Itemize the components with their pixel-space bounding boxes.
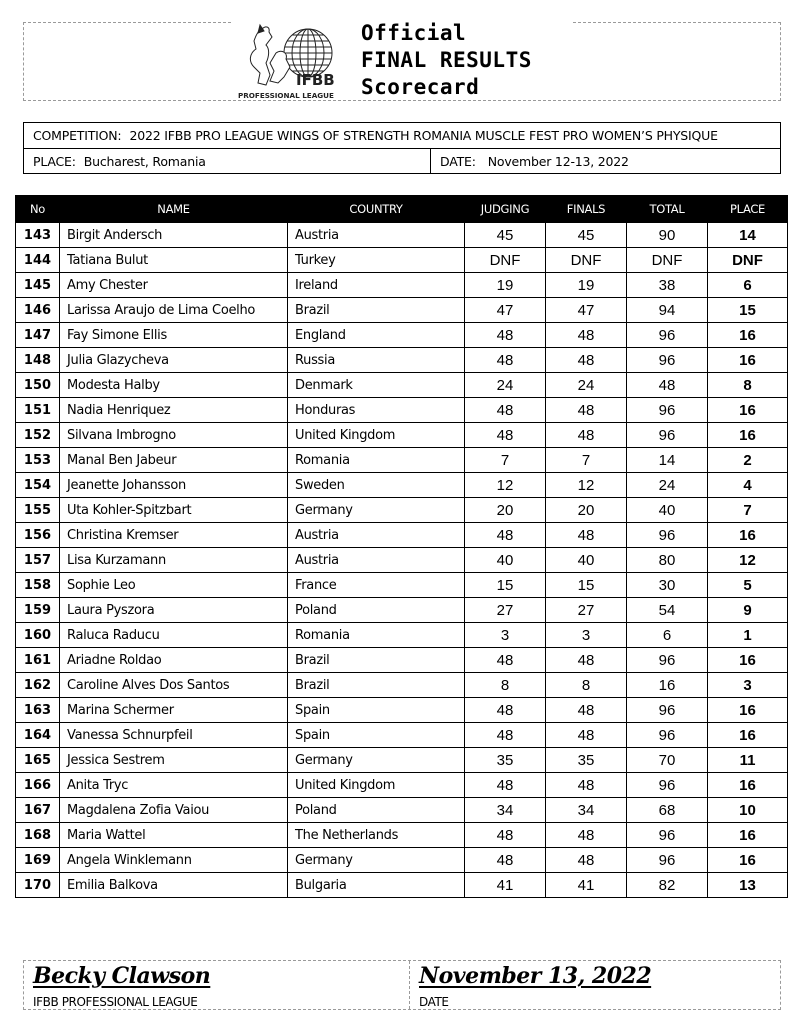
competitor-name: Angela Winklemann [60,848,288,873]
competitor-number: 151 [16,398,60,423]
table-row [16,273,788,298]
finals-score: 8 [546,673,627,698]
competitor-number: 146 [16,298,60,323]
finals-score: 41 [546,873,627,898]
competitor-country: Russia [288,348,465,373]
finals-score: 24 [546,373,627,398]
competitor-name: Tatiana Bulut [60,248,288,273]
signer-organization: IFBB PROFESSIONAL LEAGUE [33,995,198,1009]
finals-score: 48 [546,823,627,848]
column-header-place: PLACE [708,196,788,223]
competitor-number: 164 [16,723,60,748]
total-score: 96 [627,648,708,673]
place-cell [24,149,431,174]
total-score: 96 [627,523,708,548]
table-row [16,423,788,448]
competitor-number: 158 [16,573,60,598]
finals-score: 48 [546,698,627,723]
judging-score: 48 [465,398,546,423]
judging-score: 48 [465,848,546,873]
judging-score: 47 [465,298,546,323]
competitor-name: Larissa Araujo de Lima Coelho [60,298,288,323]
judging-score: 12 [465,473,546,498]
final-place: 13 [708,873,788,898]
competitor-country: Brazil [288,673,465,698]
competitor-number: 148 [16,348,60,373]
judging-score: 48 [465,348,546,373]
competitor-name: Vanessa Schnurpfeil [60,723,288,748]
place-value: Bucharest, Romania [83,154,206,169]
competitor-number: 155 [16,498,60,523]
competitor-name: Marina Schermer [60,698,288,723]
final-place: 16 [708,698,788,723]
total-score: 96 [627,698,708,723]
total-score: 96 [627,823,708,848]
competitor-name: Julia Glazycheva [60,348,288,373]
total-score: 94 [627,298,708,323]
competitor-country: Poland [288,598,465,623]
judging-score: 35 [465,748,546,773]
competitor-number: 163 [16,698,60,723]
final-place: 11 [708,748,788,773]
total-score: 80 [627,548,708,573]
final-place: 5 [708,573,788,598]
competitor-country: Bulgaria [288,873,465,898]
final-place: 16 [708,723,788,748]
column-header-total: TOTAL [627,196,708,223]
competitor-number: 157 [16,548,60,573]
finals-score: 48 [546,723,627,748]
table-row [16,823,788,848]
judging-score: 40 [465,548,546,573]
competitor-country: Ireland [288,273,465,298]
competitor-country: Romania [288,623,465,648]
total-score: 14 [627,448,708,473]
final-place: 16 [708,648,788,673]
finals-score: 48 [546,648,627,673]
judging-score: 48 [465,323,546,348]
competitor-number: 150 [16,373,60,398]
column-header-judging: JUDGING [465,196,546,223]
final-place: 2 [708,448,788,473]
judging-score: 27 [465,598,546,623]
competitor-country: Austria [288,523,465,548]
judging-score: 34 [465,798,546,823]
signed-date-cell [410,961,780,1009]
final-place: 1 [708,623,788,648]
competitor-name: Manal Ben Jabeur [60,448,288,473]
finals-score: 48 [546,348,627,373]
table-row [16,573,788,598]
competitor-number: 160 [16,623,60,648]
table-row [16,598,788,623]
competition-info-box [23,122,781,174]
table-row [16,248,788,273]
final-place: 16 [708,348,788,373]
final-place: 15 [708,298,788,323]
final-place: 12 [708,548,788,573]
table-row [16,673,788,698]
athletes-figure-icon [250,25,290,85]
competitor-country: The Netherlands [288,823,465,848]
competitor-country: Brazil [288,298,465,323]
final-place: 8 [708,373,788,398]
total-score: 54 [627,598,708,623]
competitor-number: 143 [16,223,60,248]
table-row [16,873,788,898]
competition-value: 2022 IFBB PRO LEAGUE WINGS OF STRENGTH ROMANIA MUSCLE FEST PRO WOMEN’S PHYSIQUE [129,128,718,143]
table-row [16,523,788,548]
date-cell [431,149,780,174]
competitor-country: Turkey [288,248,465,273]
finals-score: 35 [546,748,627,773]
competitor-name: Sophie Leo [60,573,288,598]
finals-score: 48 [546,848,627,873]
logo-subtext: PROFESSIONAL LEAGUE [238,91,334,100]
total-score: 96 [627,423,708,448]
judging-score: 3 [465,623,546,648]
total-score: 96 [627,848,708,873]
table-row [16,773,788,798]
judging-score: 41 [465,873,546,898]
total-score: 90 [627,223,708,248]
finals-score: 12 [546,473,627,498]
finals-score: 48 [546,398,627,423]
total-score: 82 [627,873,708,898]
competitor-number: 169 [16,848,60,873]
results-table [15,195,788,898]
competitor-country: Germany [288,748,465,773]
table-row [16,498,788,523]
table-row [16,373,788,398]
table-row [16,648,788,673]
table-row [16,623,788,648]
final-place: 6 [708,273,788,298]
ifbb-logo-graphic [236,23,350,101]
competitor-name: Laura Pyszora [60,598,288,623]
table-row [16,348,788,373]
table-row [16,798,788,823]
competitor-name: Maria Wattel [60,823,288,848]
competitor-name: Magdalena Zofia Vaiou [60,798,288,823]
total-score: 96 [627,348,708,373]
finals-score: 27 [546,598,627,623]
finals-score: 45 [546,223,627,248]
competitor-country: Spain [288,698,465,723]
total-score: 6 [627,623,708,648]
total-score: 96 [627,398,708,423]
date-value: November 12-13, 2022 [487,154,629,169]
judging-score: 24 [465,373,546,398]
finals-score: 34 [546,798,627,823]
total-score: 48 [627,373,708,398]
column-header-name: NAME [60,196,288,223]
competitor-number: 170 [16,873,60,898]
globe-icon [284,29,332,77]
competitor-country: Poland [288,798,465,823]
judging-score: 20 [465,498,546,523]
competitor-number: 162 [16,673,60,698]
final-place: 4 [708,473,788,498]
competitor-number: 167 [16,798,60,823]
competitor-name: Christina Kremser [60,523,288,548]
title-line-final-results: FINAL RESULTS [361,48,532,72]
results-table-body [16,223,788,898]
competitor-number: 168 [16,823,60,848]
competitor-country: Honduras [288,398,465,423]
competitor-name: Emilia Balkova [60,873,288,898]
competitor-name: Modesta Halby [60,373,288,398]
competitor-name: Nadia Henriquez [60,398,288,423]
finals-score: 40 [546,548,627,573]
total-score: DNF [627,248,708,273]
final-place: 7 [708,498,788,523]
competitor-country: Romania [288,448,465,473]
total-score: 40 [627,498,708,523]
total-score: 30 [627,573,708,598]
competitor-number: 145 [16,273,60,298]
finals-score: 48 [546,773,627,798]
total-score: 68 [627,798,708,823]
table-row [16,473,788,498]
competitor-number: 156 [16,523,60,548]
table-row [16,748,788,773]
date-label: DATE: [440,154,476,169]
table-row [16,548,788,573]
competitor-number: 144 [16,248,60,273]
competitor-name: Silvana Imbrogno [60,423,288,448]
total-score: 24 [627,473,708,498]
signed-date: November 13, 2022 [419,963,652,989]
competitor-country: United Kingdom [288,773,465,798]
competitor-name: Anita Tryc [60,773,288,798]
competitor-number: 165 [16,748,60,773]
final-place: 16 [708,323,788,348]
finals-score: 47 [546,298,627,323]
judging-score: 48 [465,648,546,673]
finals-score: 7 [546,448,627,473]
table-row [16,698,788,723]
finals-score: DNF [546,248,627,273]
judging-score: 15 [465,573,546,598]
document-title [361,20,532,101]
judging-score: 19 [465,273,546,298]
judging-score: DNF [465,248,546,273]
total-score: 96 [627,723,708,748]
total-score: 96 [627,323,708,348]
final-place: 16 [708,423,788,448]
competitor-name: Caroline Alves Dos Santos [60,673,288,698]
judging-score: 48 [465,723,546,748]
final-place: DNF [708,248,788,273]
column-header-no: No [16,196,60,223]
judging-score: 8 [465,673,546,698]
total-score: 38 [627,273,708,298]
judging-score: 7 [465,448,546,473]
final-place: 16 [708,523,788,548]
finals-score: 19 [546,273,627,298]
competition-row [24,123,780,149]
competitor-country: Austria [288,548,465,573]
final-place: 16 [708,848,788,873]
total-score: 70 [627,748,708,773]
column-header-finals: FINALS [546,196,627,223]
table-row [16,298,788,323]
judging-score: 48 [465,773,546,798]
total-score: 96 [627,773,708,798]
final-place: 16 [708,398,788,423]
final-place: 10 [708,798,788,823]
signature-box [23,960,781,1010]
table-header-row [16,196,788,223]
final-place: 9 [708,598,788,623]
final-place: 16 [708,773,788,798]
table-row [16,398,788,423]
competitor-name: Lisa Kurzamann [60,548,288,573]
total-score: 16 [627,673,708,698]
judging-score: 45 [465,223,546,248]
table-row [16,848,788,873]
judging-score: 48 [465,423,546,448]
finals-score: 48 [546,523,627,548]
final-place: 3 [708,673,788,698]
column-header-country: COUNTRY [288,196,465,223]
competitor-name: Fay Simone Ellis [60,323,288,348]
final-place: 14 [708,223,788,248]
final-place: 16 [708,823,788,848]
competitor-country: United Kingdom [288,423,465,448]
ifbb-logo [236,23,350,101]
signer-cell [24,961,410,1009]
table-row [16,223,788,248]
competitor-country: Denmark [288,373,465,398]
competitor-country: Germany [288,498,465,523]
competitor-number: 166 [16,773,60,798]
competitor-country: Germany [288,848,465,873]
competitor-number: 154 [16,473,60,498]
table-row [16,723,788,748]
competitor-name: Birgit Andersch [60,223,288,248]
finals-score: 20 [546,498,627,523]
signed-date-label: DATE [419,995,449,1009]
competitor-number: 161 [16,648,60,673]
title-line-official: Official [361,21,467,45]
competitor-name: Raluca Raducu [60,623,288,648]
competitor-name: Uta Kohler-Spitzbart [60,498,288,523]
finals-score: 48 [546,423,627,448]
competitor-name: Jeanette Johansson [60,473,288,498]
competitor-country: Spain [288,723,465,748]
competitor-country: France [288,573,465,598]
competitor-number: 159 [16,598,60,623]
competitor-country: Austria [288,223,465,248]
finals-score: 48 [546,323,627,348]
competitor-country: Brazil [288,648,465,673]
logo-text: IFBB [296,71,335,89]
signer-signature: Becky Clawson [33,963,211,989]
table-row [16,448,788,473]
competitor-name: Jessica Sestrem [60,748,288,773]
judging-score: 48 [465,698,546,723]
competitor-number: 147 [16,323,60,348]
competitor-name: Ariadne Roldao [60,648,288,673]
judging-score: 48 [465,823,546,848]
competitor-name: Amy Chester [60,273,288,298]
place-label: PLACE: [33,154,76,169]
competitor-country: England [288,323,465,348]
competitor-number: 153 [16,448,60,473]
finals-score: 15 [546,573,627,598]
judging-score: 48 [465,523,546,548]
competitor-country: Sweden [288,473,465,498]
table-row [16,323,788,348]
finals-score: 3 [546,623,627,648]
title-line-scorecard: Scorecard [361,75,480,99]
competition-label: COMPETITION: [33,128,122,143]
place-date-row [24,149,780,174]
competitor-number: 152 [16,423,60,448]
